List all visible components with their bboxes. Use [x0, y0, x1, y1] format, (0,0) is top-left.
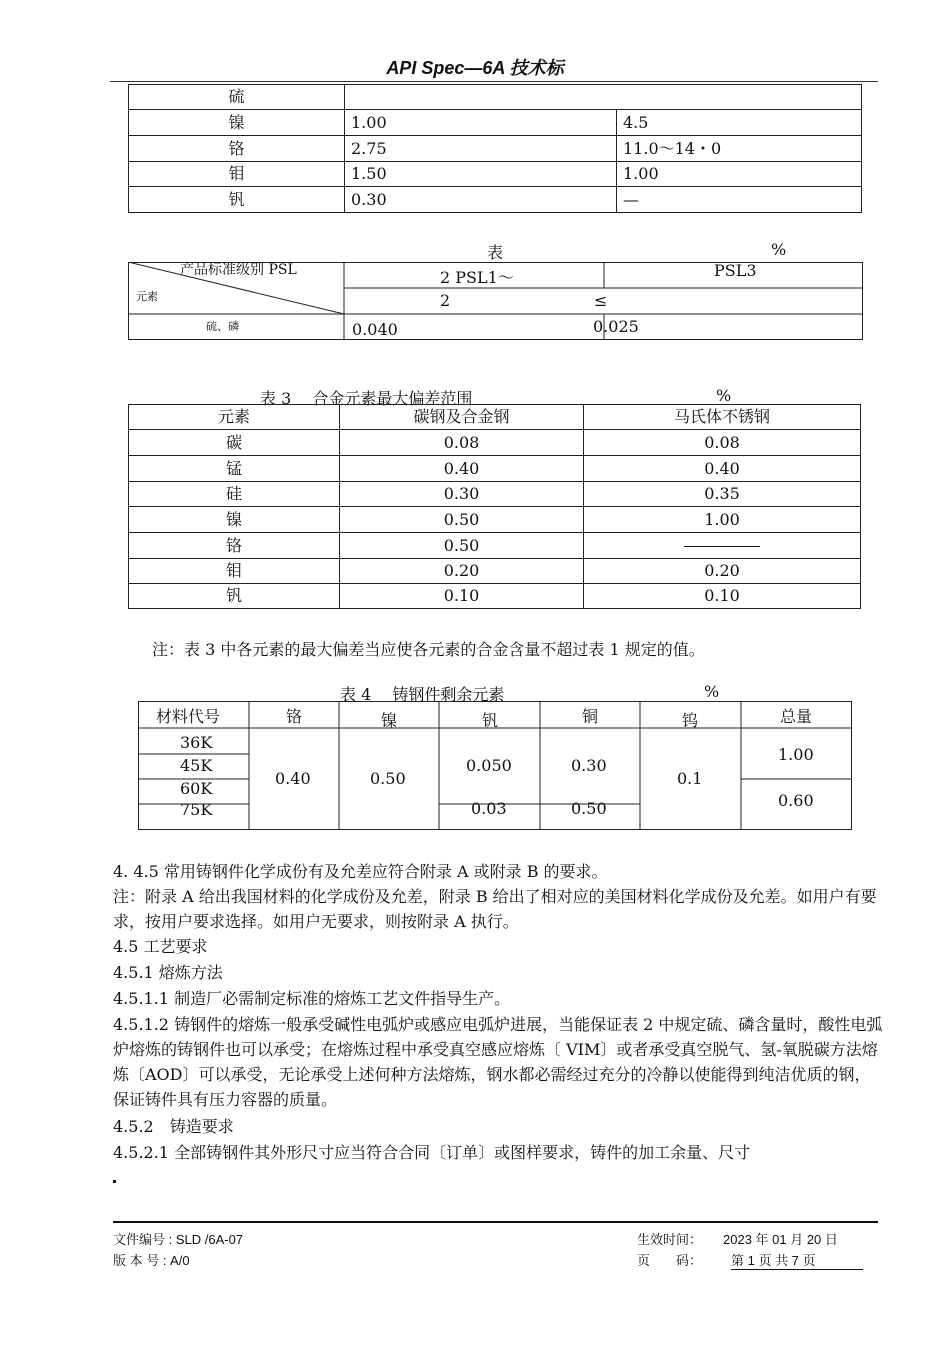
- table-4: [138, 701, 852, 830]
- column-header: 马氏体不锈钢: [584, 405, 861, 430]
- material-code: 75K: [180, 800, 213, 819]
- table-2-unit: %: [771, 240, 787, 259]
- value-cell: 11.0～14・0: [617, 136, 862, 162]
- chromium-value: 0.40: [275, 769, 311, 788]
- table-row: [129, 110, 862, 136]
- table-row: [129, 456, 861, 482]
- value-cell: 1.00: [584, 507, 861, 533]
- footer-rule: [113, 1221, 878, 1223]
- nickel-value: 0.50: [370, 769, 406, 788]
- value-cell: 1.50: [345, 162, 617, 187]
- psl1-header: 2 PSL1～: [440, 268, 514, 287]
- text-dot: [113, 1180, 116, 1183]
- table-row: [129, 482, 861, 507]
- element-cell: 铬: [129, 533, 340, 559]
- vanadium-value-75k: 0.03: [471, 799, 507, 818]
- document-header-title: API Spec—6A 技术标: [386, 58, 564, 78]
- value-psl3: 0.025: [593, 317, 639, 336]
- effective-date-label: 生效时间：: [637, 1232, 703, 1247]
- row-label: 硫、磷: [206, 320, 239, 333]
- element-cell: 铬: [129, 136, 345, 162]
- column-header: 材料代号: [156, 707, 221, 726]
- element-cell: 镍: [129, 507, 340, 533]
- column-header: 钨: [682, 711, 699, 730]
- vanadium-value: 0.050: [466, 756, 512, 775]
- total-value: 1.00: [778, 745, 814, 764]
- column-header: 铬: [286, 707, 303, 726]
- page-label: 页 码：: [637, 1253, 703, 1268]
- table-header-row: [129, 405, 861, 430]
- version-number: 版 本 号 : A/0: [113, 1253, 190, 1268]
- table-row: [129, 430, 861, 456]
- sub-header-right: ≤: [594, 291, 608, 310]
- material-code: 45K: [180, 756, 213, 775]
- paragraph: 4.5.1.2 铸钢件的熔炼一般承受碱性电弧炉或感应电弧炉进展，当能保证表 2 中规定硫、磷含量时，酸性电弧炉熔炼的铸钢件也可以承受；在熔炼过程中承受真空感应熔炼〔 VIM〕或者承受真空脱气、氢-氧脱碳方法熔炼〔AOD〕可以承受，无论承受上述何种方法熔炼，钢水都必需经过充分的冷静以使能得到纯洁优质的钢，保证铸件具有压力容器的质量。: [113, 1015, 883, 1109]
- sub-header-left: 2: [440, 291, 451, 310]
- value-cell: 0.08: [340, 430, 584, 456]
- paragraph-note: 注：附录 A 给出我国材料的化学成份及允差，附录 B 给出了相对应的美国材料化学成份及允差。如用户有要求，按用户要求选择。如用户无要求，则按附录 A 执行。: [113, 887, 877, 931]
- column-header: 元素: [129, 405, 340, 430]
- value-cell: 0.10: [584, 584, 861, 609]
- value-cell: 2.75: [345, 136, 617, 162]
- table-2: [128, 262, 863, 340]
- subsection-heading: 4.5.1 熔炼方法: [113, 963, 223, 982]
- element-cell: 锰: [129, 456, 340, 482]
- value-cell-dash: [584, 533, 861, 559]
- value-cell: [345, 85, 862, 110]
- value-cell: 1.00: [617, 162, 862, 187]
- element-cell: 硅: [129, 482, 340, 507]
- element-cell: 镍: [129, 110, 345, 136]
- section-heading: 4.5 工艺要求: [113, 937, 208, 956]
- value-cell: 0.10: [340, 584, 584, 609]
- effective-date: 2023 年 01 月 20 日: [723, 1232, 838, 1247]
- material-code: 60K: [180, 779, 213, 798]
- column-header: 钒: [482, 711, 499, 730]
- column-header: 铜: [582, 707, 599, 726]
- table-3-unit: %: [716, 386, 732, 405]
- tungsten-value: 0.1: [677, 769, 703, 788]
- value-cell: 0.08: [584, 430, 861, 456]
- value-cell: 0.35: [584, 482, 861, 507]
- table-3-caption: 表 3 合金元素最大偏差范围: [260, 389, 473, 408]
- element-cell: 碳: [129, 430, 340, 456]
- value-cell: 0.20: [340, 559, 584, 584]
- copper-value: 0.30: [571, 756, 607, 775]
- value-cell: 0.20: [584, 559, 861, 584]
- header-rule: [110, 81, 878, 82]
- value-cell: 0.30: [340, 482, 584, 507]
- paragraph: 4. 4.5 常用铸钢件化学成份有及允差应符合附录 A 或附录 B 的要求。: [113, 862, 608, 881]
- copper-value-75k: 0.50: [571, 799, 607, 818]
- column-header: 碳钢及合金钢: [340, 405, 584, 430]
- element-cell: 硫: [129, 85, 345, 110]
- column-header: 镍: [381, 711, 398, 730]
- table-2-caption: 表: [487, 243, 504, 262]
- table-row: [129, 136, 862, 162]
- psl3-header: PSL3: [714, 261, 757, 280]
- table-3-note: 注：表 3 中各元素的最大偏差当应使各元素的合金含量不超过表 1 规定的值。: [152, 640, 705, 659]
- table-row: [129, 187, 862, 213]
- element-cell: 钒: [129, 187, 345, 213]
- value-cell: 0.50: [340, 507, 584, 533]
- table-row: [129, 584, 861, 609]
- value-cell: 0.40: [584, 456, 861, 482]
- table-1-continuation: [128, 84, 862, 213]
- table-row: [129, 507, 861, 533]
- value-cell: 4.5: [617, 110, 862, 136]
- table-3: [128, 404, 861, 609]
- subsection-heading: 4.5.2 铸造要求: [113, 1117, 234, 1136]
- table-row: [129, 85, 862, 110]
- column-header: 总量: [780, 707, 813, 726]
- element-cell: 钼: [129, 559, 340, 584]
- value-cell: 0.40: [340, 456, 584, 482]
- element-cell: 钒: [129, 584, 340, 609]
- value-cell: 0.50: [340, 533, 584, 559]
- table-4-unit: %: [704, 682, 720, 701]
- table-row: [129, 533, 861, 559]
- value-cell: —: [617, 187, 862, 213]
- page-number: 第 1 页 共 7 页: [731, 1250, 863, 1270]
- material-code: 36K: [180, 733, 213, 752]
- value-cell: 0.30: [345, 187, 617, 213]
- total-value-bottom: 0.60: [778, 791, 814, 810]
- paragraph: 4.5.2.1 全部铸钢件其外形尺寸应当符合合同〔订单〕或图样要求，铸件的加工余量、尺寸: [113, 1143, 751, 1162]
- element-cell: 钼: [129, 162, 345, 187]
- table-row: [129, 162, 862, 187]
- value-cell: 1.00: [345, 110, 617, 136]
- dash-line: [684, 546, 760, 547]
- value-psl1: 0.040: [352, 320, 398, 339]
- table-4-caption: 表 4 铸钢件剩余元素: [340, 685, 505, 704]
- paragraph: 4.5.1.1 制造厂必需制定标准的熔炼工艺文件指导生产。: [113, 989, 511, 1008]
- diagonal-header-top: 产品标准级别 PSL: [180, 262, 297, 278]
- document-number: 文件编号 : SLD /6A-07: [113, 1232, 244, 1247]
- diagonal-header-bottom: 元素: [136, 290, 158, 303]
- table-row: [129, 559, 861, 584]
